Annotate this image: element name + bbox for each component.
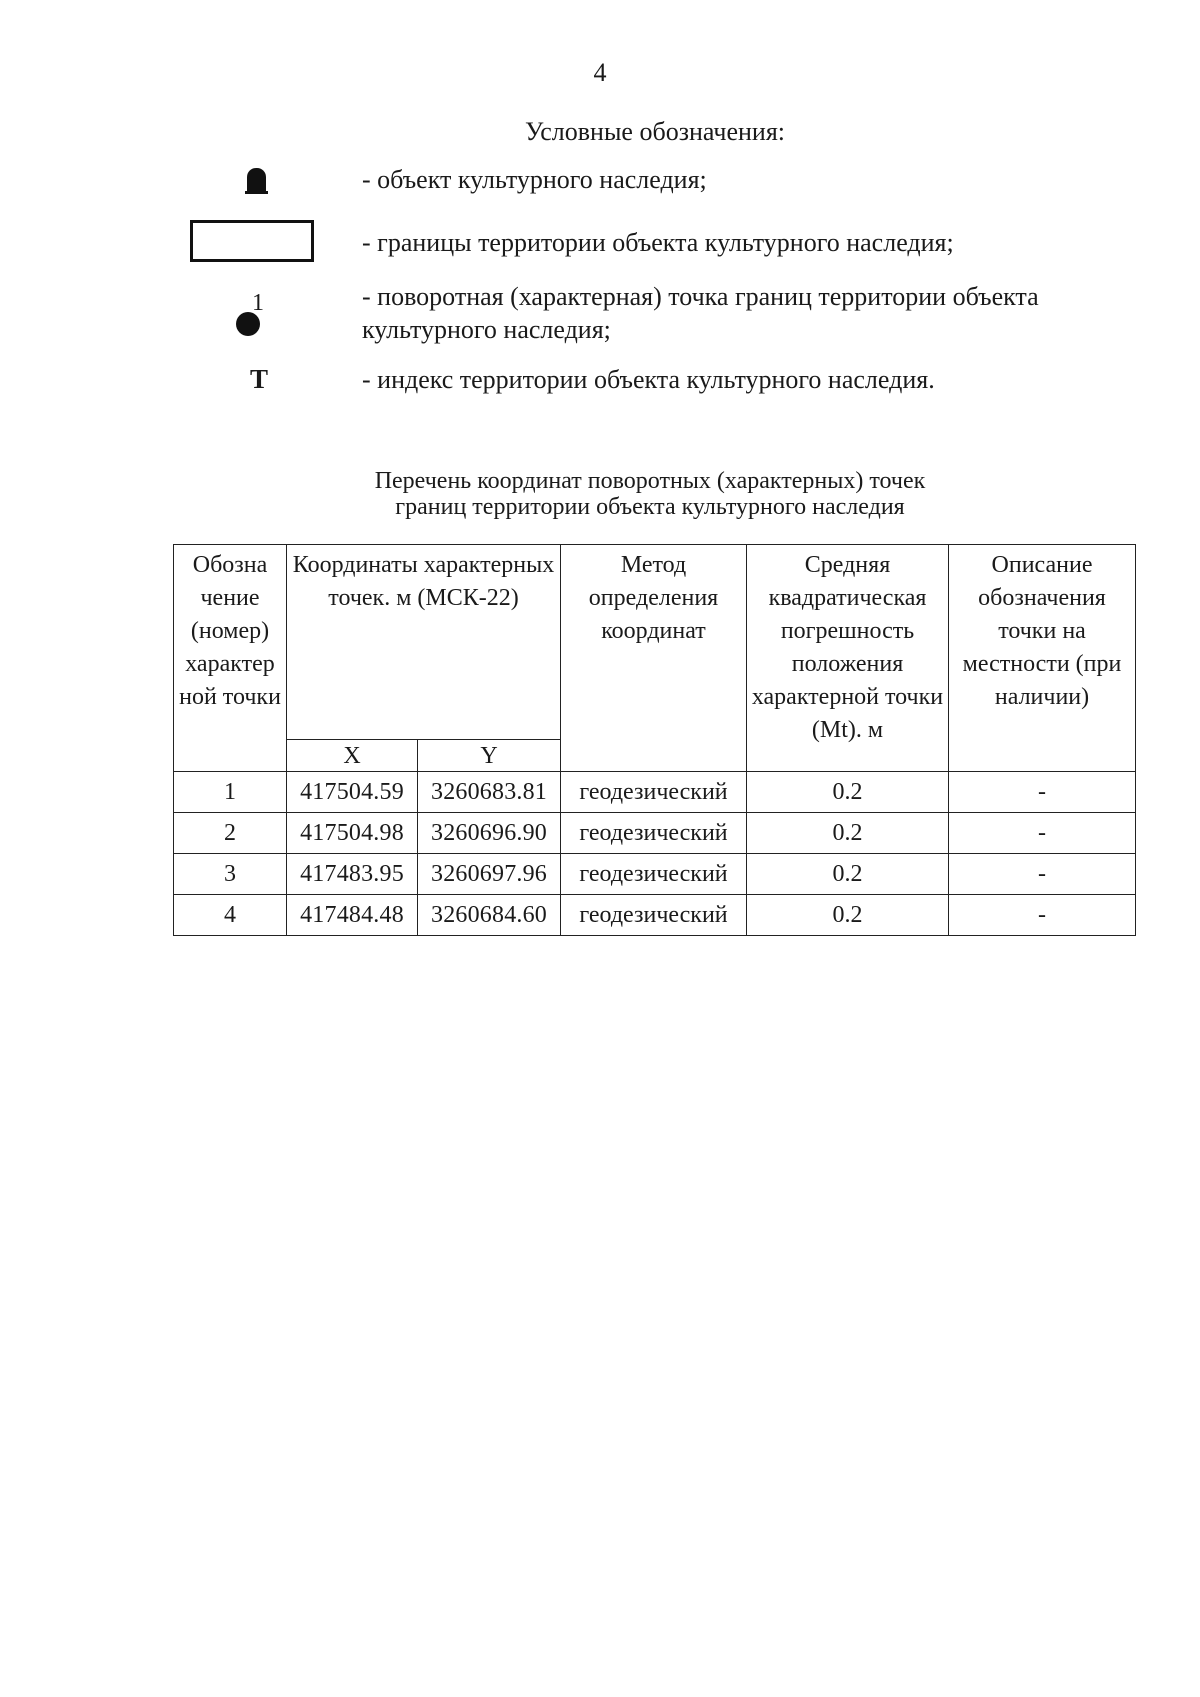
cell-error: 0.2 bbox=[747, 772, 949, 813]
cell-description: - bbox=[949, 813, 1136, 854]
table-row bbox=[174, 813, 1136, 854]
cell-y: 3260683.81 bbox=[418, 772, 561, 813]
legend-item-heritage-object: - объект культурного наследия; bbox=[362, 165, 707, 194]
page-number: 4 bbox=[593, 58, 607, 87]
legend-title: Условные обозначения: bbox=[524, 117, 786, 146]
turning-point-label: 1 bbox=[252, 290, 264, 316]
cell-description: - bbox=[949, 895, 1136, 936]
header-error: Средняя квадратическая погрешность положения характерной точки (Mt). м bbox=[747, 545, 949, 772]
cell-y: 3260684.60 bbox=[418, 895, 561, 936]
cell-x: 417504.59 bbox=[287, 772, 418, 813]
cell-method: геодезический bbox=[561, 895, 747, 936]
cell-error: 0.2 bbox=[747, 895, 949, 936]
cell-y: 3260697.96 bbox=[418, 854, 561, 895]
header-description: Описание обозначения точки на местности (при наличии) bbox=[949, 545, 1136, 772]
table-row bbox=[174, 895, 1136, 936]
cell-method: геодезический bbox=[561, 772, 747, 813]
cell-method: геодезический bbox=[561, 854, 747, 895]
cell-x: 417484.48 bbox=[287, 895, 418, 936]
legend-item-index: - индекс территории объекта культурного наследия. bbox=[362, 365, 935, 394]
legend-item-boundary: - границы территории объекта культурного наследия; bbox=[362, 228, 954, 257]
cell-description: - bbox=[949, 772, 1136, 813]
cell-error: 0.2 bbox=[747, 813, 949, 854]
territory-boundary-icon bbox=[190, 220, 314, 262]
cell-x: 417483.95 bbox=[287, 854, 418, 895]
legend-item-turning-point: - поворотная (характерная) точка границ территории объекта культурного наследия; bbox=[362, 282, 1039, 344]
header-x: X bbox=[287, 740, 418, 772]
header-method: Метод определения координат bbox=[561, 545, 747, 772]
table-title bbox=[0, 468, 1200, 520]
header-coordinates: Координаты характерных точек. м (МСК-22) bbox=[287, 545, 561, 740]
cell-point-number: 2 bbox=[174, 813, 287, 854]
cell-point-number: 4 bbox=[174, 895, 287, 936]
cell-y: 3260696.90 bbox=[418, 813, 561, 854]
table-header-row bbox=[174, 545, 1136, 740]
table-title-line-1: Перечень координат поворотных (характерных) точек bbox=[374, 468, 926, 494]
cell-point-number: 3 bbox=[174, 854, 287, 895]
cell-error: 0.2 bbox=[747, 854, 949, 895]
table-row bbox=[174, 854, 1136, 895]
cell-description: - bbox=[949, 854, 1136, 895]
coordinates-table bbox=[173, 544, 1136, 936]
cell-method: геодезический bbox=[561, 813, 747, 854]
heritage-object-icon bbox=[247, 168, 266, 192]
cell-point-number: 1 bbox=[174, 772, 287, 813]
table-title-line-2: границ территории объекта культурного наследия bbox=[395, 494, 905, 520]
territory-index-icon: Т bbox=[250, 364, 269, 394]
header-y: Y bbox=[418, 740, 561, 772]
header-designation: Обозна чение (номер) характер ной точки bbox=[174, 545, 287, 772]
table-row bbox=[174, 772, 1136, 813]
cell-x: 417504.98 bbox=[287, 813, 418, 854]
